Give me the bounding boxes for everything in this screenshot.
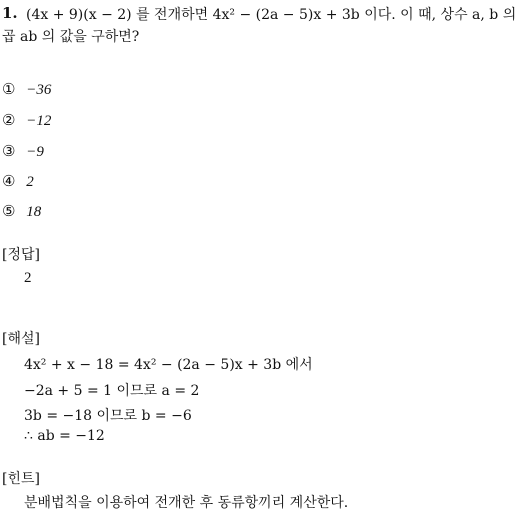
explanation-line-1: 4x² + x − 18 = 4x² − (2a − 5)x + 3b 에서 — [24, 357, 313, 373]
choice-marker: ② — [2, 111, 16, 129]
explanation-title: [해설] — [2, 331, 40, 347]
choice-marker: ③ — [2, 142, 16, 160]
explanation-line-3: 3b = −18 이므로 b = −6 — [24, 408, 192, 424]
question-line-2: 곱 ab 의 값을 구하면? — [2, 29, 140, 45]
choice-value: −36 — [26, 82, 52, 98]
choice-2[interactable] — [2, 111, 51, 130]
choice-1[interactable] — [2, 80, 51, 99]
choice-marker: ④ — [2, 172, 16, 190]
answer-value: 2 — [24, 270, 32, 286]
choice-marker: ⑤ — [2, 202, 16, 220]
hint-title: [힌트] — [2, 471, 40, 487]
choice-marker: ① — [2, 80, 16, 98]
answer-title: [정답] — [2, 247, 40, 263]
explanation-line-4: ∴ ab = −12 — [24, 428, 105, 444]
explanation-line-2: −2a + 5 = 1 이므로 a = 2 — [24, 383, 200, 399]
choice-value: −12 — [26, 113, 52, 129]
choice-4[interactable] — [2, 172, 34, 191]
question-line-1: (4x + 9)(x − 2) 를 전개하면 4x² − (2a − 5)x + 3b 이다. 이 때, 상수 a, b 의 — [26, 7, 517, 23]
choice-5[interactable] — [2, 202, 41, 221]
choice-value: −9 — [26, 144, 44, 160]
hint-text: 분배법칙을 이용하여 전개한 후 동류항끼리 계산한다. — [24, 495, 349, 511]
choice-value: 2 — [26, 174, 34, 190]
choice-value: 18 — [26, 204, 42, 220]
question-number: 1. — [2, 4, 18, 22]
choice-3[interactable] — [2, 142, 44, 161]
